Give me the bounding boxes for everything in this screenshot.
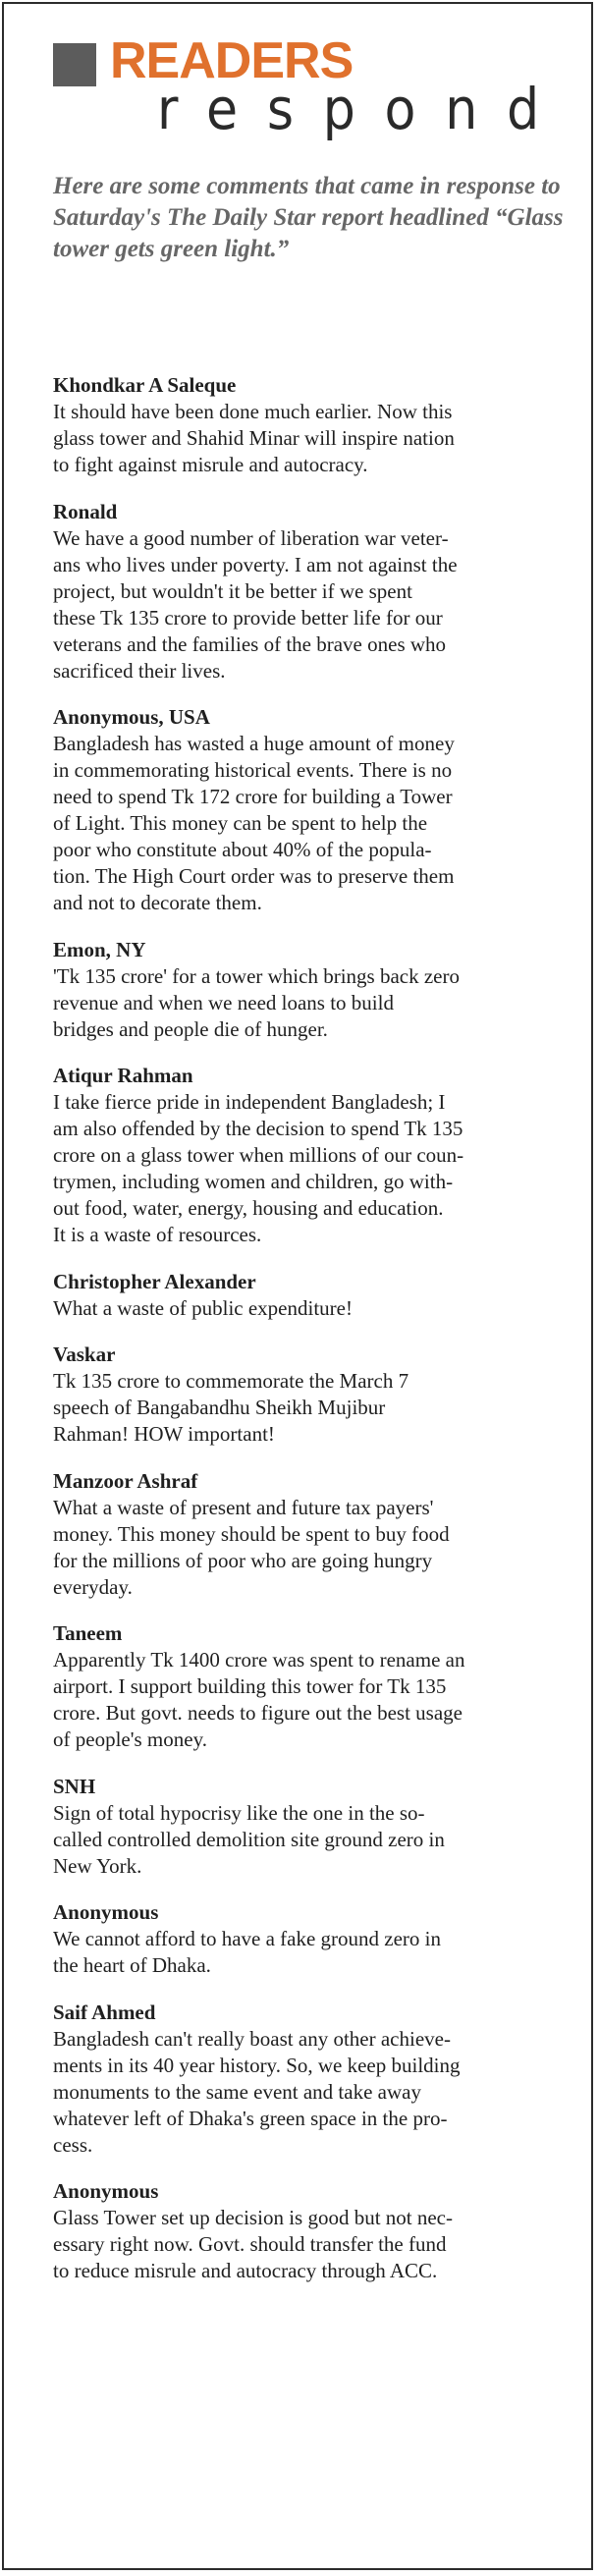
comment-text-line: Apparently Tk 1400 crore was spent to rename an — [53, 1648, 465, 1672]
comment-text-line: cess. — [53, 2132, 93, 2157]
comment-text-line: to reduce misrule and autocracy through ACC. — [53, 2259, 438, 2282]
comment-author: SNH — [53, 1774, 96, 1798]
comment-text-line: tion. The High Court order was to preserve them — [53, 864, 455, 888]
comment-text-line: 'Tk 135 crore' for a tower which brings back zero — [53, 963, 460, 988]
comment-text-line: the heart of Dhaka. — [53, 1953, 211, 1977]
comment-text-line: veterans and the families of the brave ones who — [53, 631, 447, 656]
comment-text-line: ans who lives under poverty. I am not against the — [53, 552, 458, 576]
masthead-square-mark — [53, 43, 96, 86]
comment-author: Vaskar — [53, 1343, 116, 1366]
comment-item — [53, 937, 572, 1043]
comment-author: Anonymous, USA — [53, 705, 210, 729]
comment-text-line: Bangladesh has wasted a huge amount of money — [53, 732, 455, 755]
comment-item — [53, 1269, 572, 1322]
comment-text-line: project, but wouldn't it be better if we spent — [53, 578, 412, 603]
comment-text-line: essary right now. Govt. should transfer the fund — [53, 2232, 447, 2256]
comment-item — [53, 1899, 572, 1979]
comment-author: Khondkar A Saleque — [53, 373, 237, 397]
comment-text-line: Sign of total hypocrisy like the one in the so- — [53, 1800, 425, 1825]
comment-text-line: called controlled demolition site ground zero in — [53, 1827, 445, 1851]
comment-author: Saif Ahmed — [53, 2000, 156, 2024]
comment-text-line: and not to decorate them. — [53, 891, 262, 914]
comment-text-line: everyday. — [53, 1574, 133, 1599]
comment-text-line: money. This money should be spent to buy food — [53, 1521, 450, 1546]
comment-text-line: of people's money. — [53, 1727, 207, 1751]
comment-item — [53, 2000, 572, 2159]
comment-text-line: need to spend Tk 172 crore for building a Tower — [53, 785, 453, 808]
comment-text-line: What a waste of public expenditure! — [53, 1295, 353, 1320]
intro-text: Here are some comments that came in response to Saturday's The Daily Star report headlined “Glass tower gets green light.” — [53, 173, 564, 262]
comment-text-line: I take fierce pride in independent Bangladesh; I — [53, 1090, 446, 1114]
comment-item — [53, 1468, 572, 1601]
comment-author: Emon, NY — [53, 937, 146, 961]
comment-text-line: am also offended by the decision to spend Tk 135 — [53, 1117, 463, 1140]
comment-item — [53, 1774, 572, 1880]
comment-text-line: these Tk 135 crore to provide better life for our — [53, 605, 443, 630]
comment-text-line: poor who constitute about 40% of the popula- — [53, 838, 432, 861]
comment-text-line: We cannot afford to have a fake ground zero in — [53, 1927, 442, 1950]
comment-text-line: What a waste of present and future tax payers' — [53, 1495, 434, 1519]
comment-text-line: We have a good number of liberation war veter- — [53, 525, 449, 550]
comments-list — [53, 372, 572, 2305]
comment-text-line: speech of Bangabandhu Sheikh Mujibur — [53, 1396, 386, 1419]
comment-author: Atiqur Rahman — [53, 1064, 193, 1087]
comment-item — [53, 372, 572, 478]
comment-text-line: glass tower and Shahid Minar will inspire nation — [53, 426, 455, 450]
comment-text-line: out food, water, energy, housing and education. — [53, 1196, 444, 1220]
comment-text-line: to fight against misrule and autocracy. — [53, 453, 368, 476]
comment-author: Christopher Alexander — [53, 1269, 256, 1293]
comment-text-line: Rahman! HOW important! — [53, 1422, 275, 1446]
comment-item — [53, 1063, 572, 1248]
masthead-respond: respond — [157, 76, 569, 142]
comment-text-line: trymen, including women and children, go with- — [53, 1170, 454, 1193]
comment-text-line: whatever left of Dhaka's green space in the pro- — [53, 2106, 448, 2130]
comment-item — [53, 1342, 572, 1448]
comment-text-line: ments in its 40 year history. So, we keep building — [53, 2053, 461, 2077]
masthead — [53, 32, 583, 143]
comment-text-line: Tk 135 crore to commemorate the March 7 — [53, 1369, 409, 1393]
comment-item — [53, 2178, 572, 2284]
comment-author: Manzoor Ashraf — [53, 1468, 198, 1493]
comment-text-line: of Light. This money can be spent to help the — [53, 811, 428, 835]
comment-text-line: crore. But govt. needs to figure out the best usage — [53, 1701, 463, 1725]
comment-item — [53, 704, 572, 916]
comment-text-line: bridges and people die of hunger. — [53, 1016, 328, 1041]
comment-author: Anonymous — [53, 1900, 159, 1924]
comment-text-line: sacrificed their lives. — [53, 658, 226, 683]
comment-text-line: airport. I support building this tower for Tk 135 — [53, 1674, 447, 1698]
comment-author: Anonymous — [53, 2179, 159, 2203]
comment-text-line: Glass Tower set up decision is good but not nec- — [53, 2206, 453, 2229]
comment-text-line: It should have been done much earlier. Now this — [53, 400, 453, 423]
comment-text-line: revenue and when we need loans to build — [53, 990, 394, 1014]
comment-author: Ronald — [53, 499, 118, 523]
comment-item — [53, 1620, 572, 1753]
comment-text-line: crore on a glass tower when millions of our coun- — [53, 1143, 464, 1167]
masthead-readers: READERS — [110, 32, 354, 89]
comment-item — [53, 499, 572, 685]
comment-text-line: Bangladesh can't really boast any other achieve- — [53, 2026, 451, 2051]
comment-text-line: It is a waste of resources. — [53, 1223, 262, 1246]
comment-text-line: for the millions of poor who are going hungry — [53, 1548, 433, 1572]
comment-text-line: New York. — [53, 1853, 142, 1878]
comment-author: Taneem — [53, 1621, 123, 1645]
comment-text-line: monuments to the same event and take away — [53, 2079, 421, 2104]
article-frame — [2, 2, 593, 2570]
comment-text-line: in commemorating historical events. There is no — [53, 758, 453, 782]
